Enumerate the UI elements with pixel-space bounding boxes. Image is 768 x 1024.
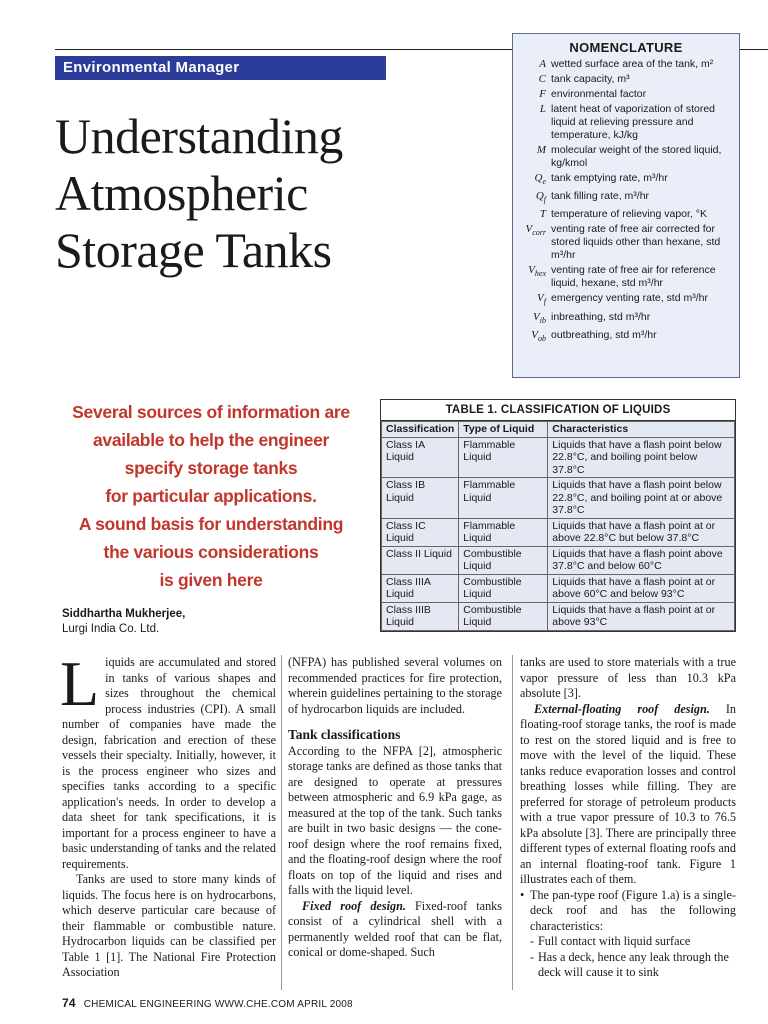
nomenclature-item xyxy=(521,172,731,188)
nomenclature-definition: emergency venting rate, std m³/hr xyxy=(551,292,708,305)
table-cell: Class IIIB Liquid xyxy=(382,602,459,630)
pull-quote-line: A sound basis for understanding xyxy=(78,514,344,534)
body-column-1 xyxy=(60,648,276,981)
dash-icon: - xyxy=(530,949,535,964)
footer-text: CHEMICAL ENGINEERING WWW.CHE.COM APRIL 2008 xyxy=(83,999,353,1010)
nomenclature-item xyxy=(521,190,731,206)
page-number: 74 xyxy=(62,996,76,1010)
paragraph: According to the NFPA [2], atmospheric storage tanks are defined as those tanks that are designed to operate at pressures between atmospheric and 6.9 kPa gage, as measured at the top of the tank. Such tanks are built in two basic designs — the cone-roof design where the roof remains fixed, and the floating-roof design where the roof floats on top of the liquid and rises and falls with the liquid level. xyxy=(288,743,502,897)
body-column-3 xyxy=(520,655,736,981)
sub-item xyxy=(520,934,736,950)
table-row xyxy=(382,518,735,546)
paragraph-text: In floating-roof storage tanks, the roof is made to rest on the stored liquid and is free to move with the level of the liquid. These tanks reduce evaporation losses and control breathing losses while filling. They are preferred for storage of petroleum products with a true vapor pressure of 10.3 to 76.5 kPa absolute [3]. There are principally three different types of external floating roofs and an internal floating-roof tank. Figure 1 illustrates each of them. xyxy=(520,701,736,886)
nomenclature-definition: inbreathing, std m³/hr xyxy=(551,310,651,323)
table-header-cell: Type of Liquid xyxy=(459,422,548,438)
table-cell: Combustible Liquid xyxy=(459,574,548,602)
table-row xyxy=(382,437,735,478)
author-block xyxy=(62,607,185,637)
nomenclature-definition: environmental factor xyxy=(551,88,647,100)
nomenclature-item xyxy=(521,223,731,262)
table-header-row xyxy=(382,422,735,438)
nomenclature-symbol: F xyxy=(539,88,546,100)
table-cell: Liquids that have a flash point at or above 60°C and below 93°C xyxy=(548,574,735,602)
table-cell: Liquids that have a flash point below 22.8°C, and boiling point at or above 37.8°C xyxy=(548,478,735,519)
nomenclature-symbol: M xyxy=(536,144,546,156)
dash-icon: - xyxy=(530,934,535,948)
table-header-cell: Characteristics xyxy=(548,422,735,438)
paragraph: (NFPA) has published several volumes on recommended practices for fire protection, wherein guidelines pertaining to the storage of hydrocarbon liquids are included. xyxy=(288,655,502,716)
run-in-heading: Fixed roof design. xyxy=(302,898,406,913)
nomenclature-item xyxy=(521,144,731,170)
column-rule xyxy=(512,655,513,990)
nomenclature-definition: outbreathing, std m³/hr xyxy=(551,328,657,341)
table-body xyxy=(382,437,735,630)
paragraph xyxy=(520,702,736,888)
table-cell: Liquids that have a flash point at or above 22.8°C but below 37.8°C xyxy=(548,518,735,546)
run-in-heading: External-floating roof design. xyxy=(534,701,710,716)
paragraph-text: Fixed-roof tanks consist of a cylindrical shell with a permanently welded roof that can be flat, conical or dome-shaped. Such xyxy=(288,898,502,959)
nomenclature-item xyxy=(521,58,731,71)
pull-quote-line: specify storage tanks xyxy=(124,458,298,478)
nomenclature-definition: molecular weight of the stored liquid, kg/kmol xyxy=(551,144,722,169)
bullet-icon: • xyxy=(520,887,525,902)
table-cell: Class IA Liquid xyxy=(382,437,459,478)
table-cell: Combustible Liquid xyxy=(459,602,548,630)
nomenclature-symbol: A xyxy=(539,58,546,70)
paragraph: tanks are used to store materials with a true vapor pressure of less than 10.3 kPa absolute [3]. xyxy=(520,655,736,700)
nomenclature-definition: venting rate of free air for reference liquid, hexane, std m³/hr xyxy=(551,264,716,290)
nomenclature-title: NOMENCLATURE xyxy=(569,40,683,55)
title-line-3: Storage Tanks xyxy=(55,222,332,278)
sub-item-text: Full contact with liquid surface xyxy=(538,934,691,948)
nomenclature-symbol: $V_{ib}$ xyxy=(533,310,546,325)
classification-table xyxy=(381,421,735,631)
table-cell: Liquids that have a flash point at or above 93°C xyxy=(548,602,735,630)
section-heading: Tank classifications xyxy=(288,727,401,742)
title-line-2: Atmospheric xyxy=(55,165,308,221)
table-cell: Flammable Liquid xyxy=(459,518,548,546)
nomenclature-item xyxy=(521,329,731,345)
section-banner: Environmental Manager xyxy=(55,56,386,80)
pull-quote-line: is given here xyxy=(159,570,263,590)
drop-cap: L xyxy=(60,648,100,719)
pull-quote-line: Several sources of information are xyxy=(72,402,350,422)
nomenclature-definition: tank capacity, m³ xyxy=(551,73,630,85)
table-cell: Class IC Liquid xyxy=(382,518,459,546)
nomenclature-definition: latent heat of vaporization of stored liquid at relieving pressure and temperature, kJ/kg xyxy=(551,103,716,141)
table-row xyxy=(382,546,735,574)
nomenclature-item xyxy=(521,208,731,221)
table-row xyxy=(382,574,735,602)
column-rule xyxy=(281,655,282,990)
nomenclature-box xyxy=(512,33,740,378)
table-header-cell: Classification xyxy=(382,422,459,438)
paragraph xyxy=(60,648,276,872)
nomenclature-definition: wetted surface area of the tank, m² xyxy=(551,58,714,70)
page-footer xyxy=(62,996,353,1010)
pull-quote-line: for particular applications. xyxy=(105,486,317,506)
table-row xyxy=(382,478,735,519)
nomenclature-definition: tank emptying rate, m³/hr xyxy=(551,172,668,184)
body-column-2 xyxy=(288,655,502,961)
article-title xyxy=(55,108,505,279)
nomenclature-symbol: $V_{corr}$ xyxy=(525,223,546,238)
table-cell: Liquids that have a flash point above 37.8°C and below 60°C xyxy=(548,546,735,574)
nomenclature-symbol: $Q_f$ xyxy=(535,190,546,205)
nomenclature-symbol: $V_{ob}$ xyxy=(531,328,546,343)
author-name: Siddhartha Mukherjee, xyxy=(62,608,186,620)
nomenclature-symbol: C xyxy=(538,73,546,85)
bullet-text: The pan-type roof (Figure 1.a) is a single-deck roof and has the following characteristics: xyxy=(530,887,736,933)
table-1 xyxy=(380,399,736,632)
sub-item xyxy=(520,950,736,981)
sub-item-text: Has a deck, hence any leak through the deck will cause it to sink xyxy=(538,949,729,979)
author-affiliation: Lurgi India Co. Ltd. xyxy=(62,623,160,635)
nomenclature-symbol: $V_f$ xyxy=(537,292,546,307)
nomenclature-list xyxy=(513,58,739,345)
pull-quote-line: available to help the engineer xyxy=(92,430,330,450)
nomenclature-item xyxy=(521,73,731,86)
table-cell: Flammable Liquid xyxy=(459,478,548,519)
paragraph xyxy=(288,899,502,961)
table-row xyxy=(382,602,735,630)
table-cell: Class IIIA Liquid xyxy=(382,574,459,602)
nomenclature-symbol: $V_{hex}$ xyxy=(528,264,546,279)
table-title: TABLE 1. CLASSIFICATION OF LIQUIDS xyxy=(381,400,735,421)
nomenclature-definition: venting rate of free air corrected for stored liquids other than hexane, std m³/hr xyxy=(551,223,721,262)
paragraph-text: iquids are accumulated and stored in tanks of various shapes and sizes throughout the chemical process industries (CPI). A small number of companies have made the design, fabrication and erection of these vessels their specialty. Initially, however, it is the process engineer who sizes and specifies tanks according to a specific application's needs. In order to develop a data sheet for tank specifications, it is important for a process engineer to have a basic understanding of tanks and the related requirements. xyxy=(62,655,276,871)
title-line-1: Understanding xyxy=(55,108,343,164)
nomenclature-definition: temperature of relieving vapor, °K xyxy=(551,208,707,221)
table-cell: Class IB Liquid xyxy=(382,478,459,519)
nomenclature-item xyxy=(521,292,731,308)
nomenclature-symbol: L xyxy=(539,103,546,115)
nomenclature-item xyxy=(521,311,731,327)
nomenclature-item xyxy=(521,264,731,290)
table-cell: Flammable Liquid xyxy=(459,437,548,478)
pull-quote-line: the various considerations xyxy=(103,542,319,562)
nomenclature-symbol: T xyxy=(539,208,546,221)
nomenclature-item xyxy=(521,103,731,142)
paragraph: Tanks are used to store many kinds of liquids. The focus here is on hydrocarbons, which deserve particular care because of their flammable or combustible nature. Hydrocarbon liquids can be classified per Table 1 [1]. The National Fire Protection Association xyxy=(62,872,276,979)
nomenclature-symbol: $Q_e$ xyxy=(534,172,546,187)
nomenclature-definition: tank filling rate, m³/hr xyxy=(551,190,650,203)
bullet-item xyxy=(520,888,736,935)
nomenclature-item xyxy=(521,88,731,101)
table-cell: Combustible Liquid xyxy=(459,546,548,574)
table-cell: Class II Liquid xyxy=(382,546,459,574)
pull-quote xyxy=(55,398,367,594)
table-cell: Liquids that have a flash point below 22.8°C, and boiling point below 37.8°C xyxy=(548,437,735,478)
